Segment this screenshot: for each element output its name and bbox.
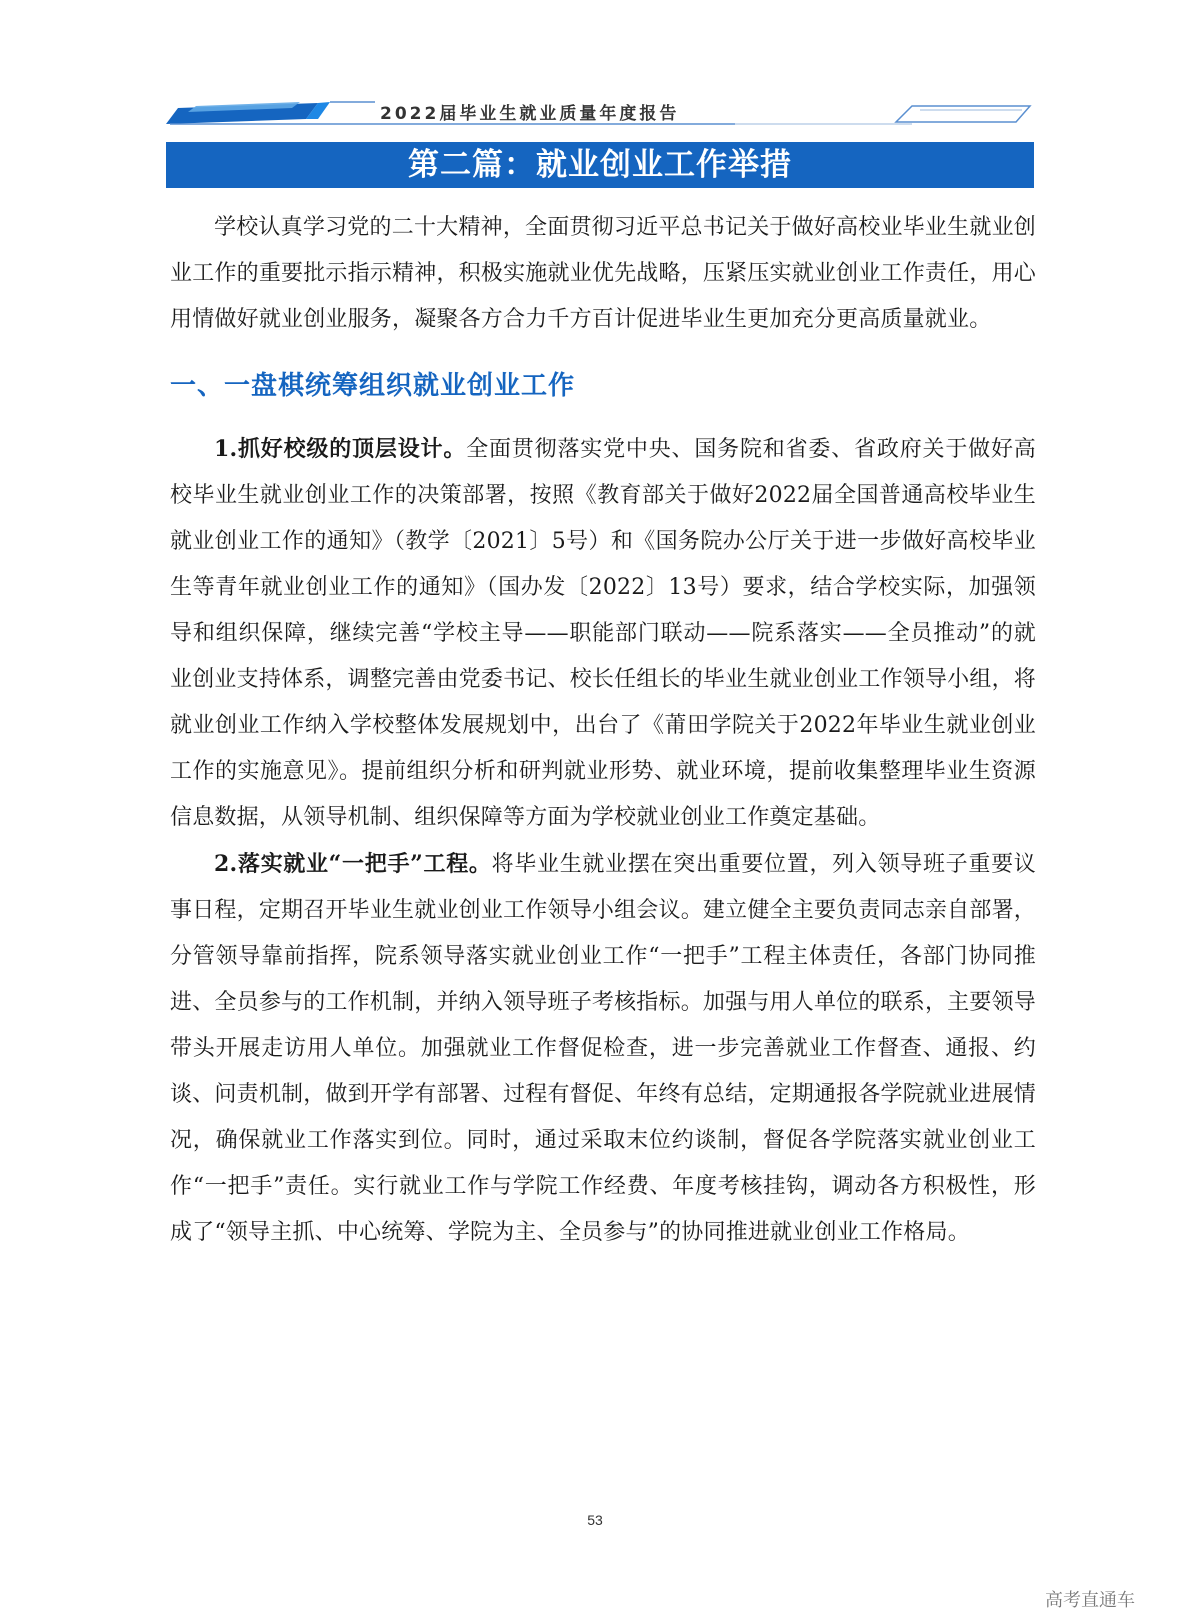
intro-paragraph: 学校认真学习党的二十大精神，全面贯彻习近平总书记关于做好高校业毕业生就业创业工作的重要批示指示精神，积极实施就业优先战略，压紧压实就业创业工作责任，用心用情做好就业创业服务，凝聚各方合力千方百计促进毕业生更加充分更高质量就业。 [170,215,1036,332]
measure-paragraph-1 [170,426,1036,841]
main-content [170,205,1036,1256]
measure-paragraph-2 [170,841,1036,1256]
measure-text-2: 将毕业生就业摆在突出重要位置，列入领导班子重要议事日程，定期召开毕业生就业创业工作领导小组会议。建立健全主要负责同志亲自部署，分管领导靠前指挥，院系领导落实就业创业工作“一把手”工程主体责任，各部门协同推进、全员参与的工作机制，并纳入领导班子考核指标。加强与用人单位的联系，主要领导带头开展走访用人单位。加强就业工作督促检查，进一步完善就业工作督查、通报、约谈、问责机制，做到开学有部署、过程有督促、年终有总结，定期通报各学院就业进展情况，确保就业工作落实到位。同时，通过采取末位约谈制，督促各学院落实就业创业工作“一把手”责任。实行就业工作与学院工作经费、年度考核挂钩，调动各方积极性，形成了“领导主抓、中心统筹、学院为主、全员参与”的协同推进就业创业工作格局。 [170,852,1036,1245]
measure-text-1: 全面贯彻落实党中央、国务院和省委、省政府关于做好高校毕业生就业创业工作的决策部署，按照《教育部关于做好2022届全国普通高校毕业生就业创业工作的通知》（教学〔2021〕5号）和《国务院办公厅关于进一步做好高校毕业生等青年就业创业工作的通知》（国办发〔2022〕13号）要求，结合学校实际，加强领导和组织保障，继续完善“学校主导——职能部门联动——院系落实——全员推动”的就业创业支持体系，调整完善由党委书记、校长任组长的毕业生就业创业工作领导小组，将就业创业工作纳入学校整体发展规划中，出台了《莆田学院关于2022年毕业生就业创业工作的实施意见》。提前组织分析和研判就业形势、就业环境，提前收集整理毕业生资源信息数据，从领导机制、组织保障等方面为学校就业创业工作奠定基础。 [170,437,1036,830]
watermark-text: 高考直通车 [1045,1590,1135,1611]
page-number: 53 [587,1512,603,1528]
measure-lead-2: 2.落实就业“一把手”工程。 [214,851,492,877]
measure-lead-1: 1.抓好校级的顶层设计。 [214,436,467,462]
section-heading: 一、一盘棋统筹组织就业创业工作 [170,371,576,401]
chapter-title: 第二篇：就业创业工作举措 [408,147,792,183]
chapter-title-bar [166,142,1034,188]
report-header-title: 2022届毕业生就业质量年度报告 [380,104,680,124]
